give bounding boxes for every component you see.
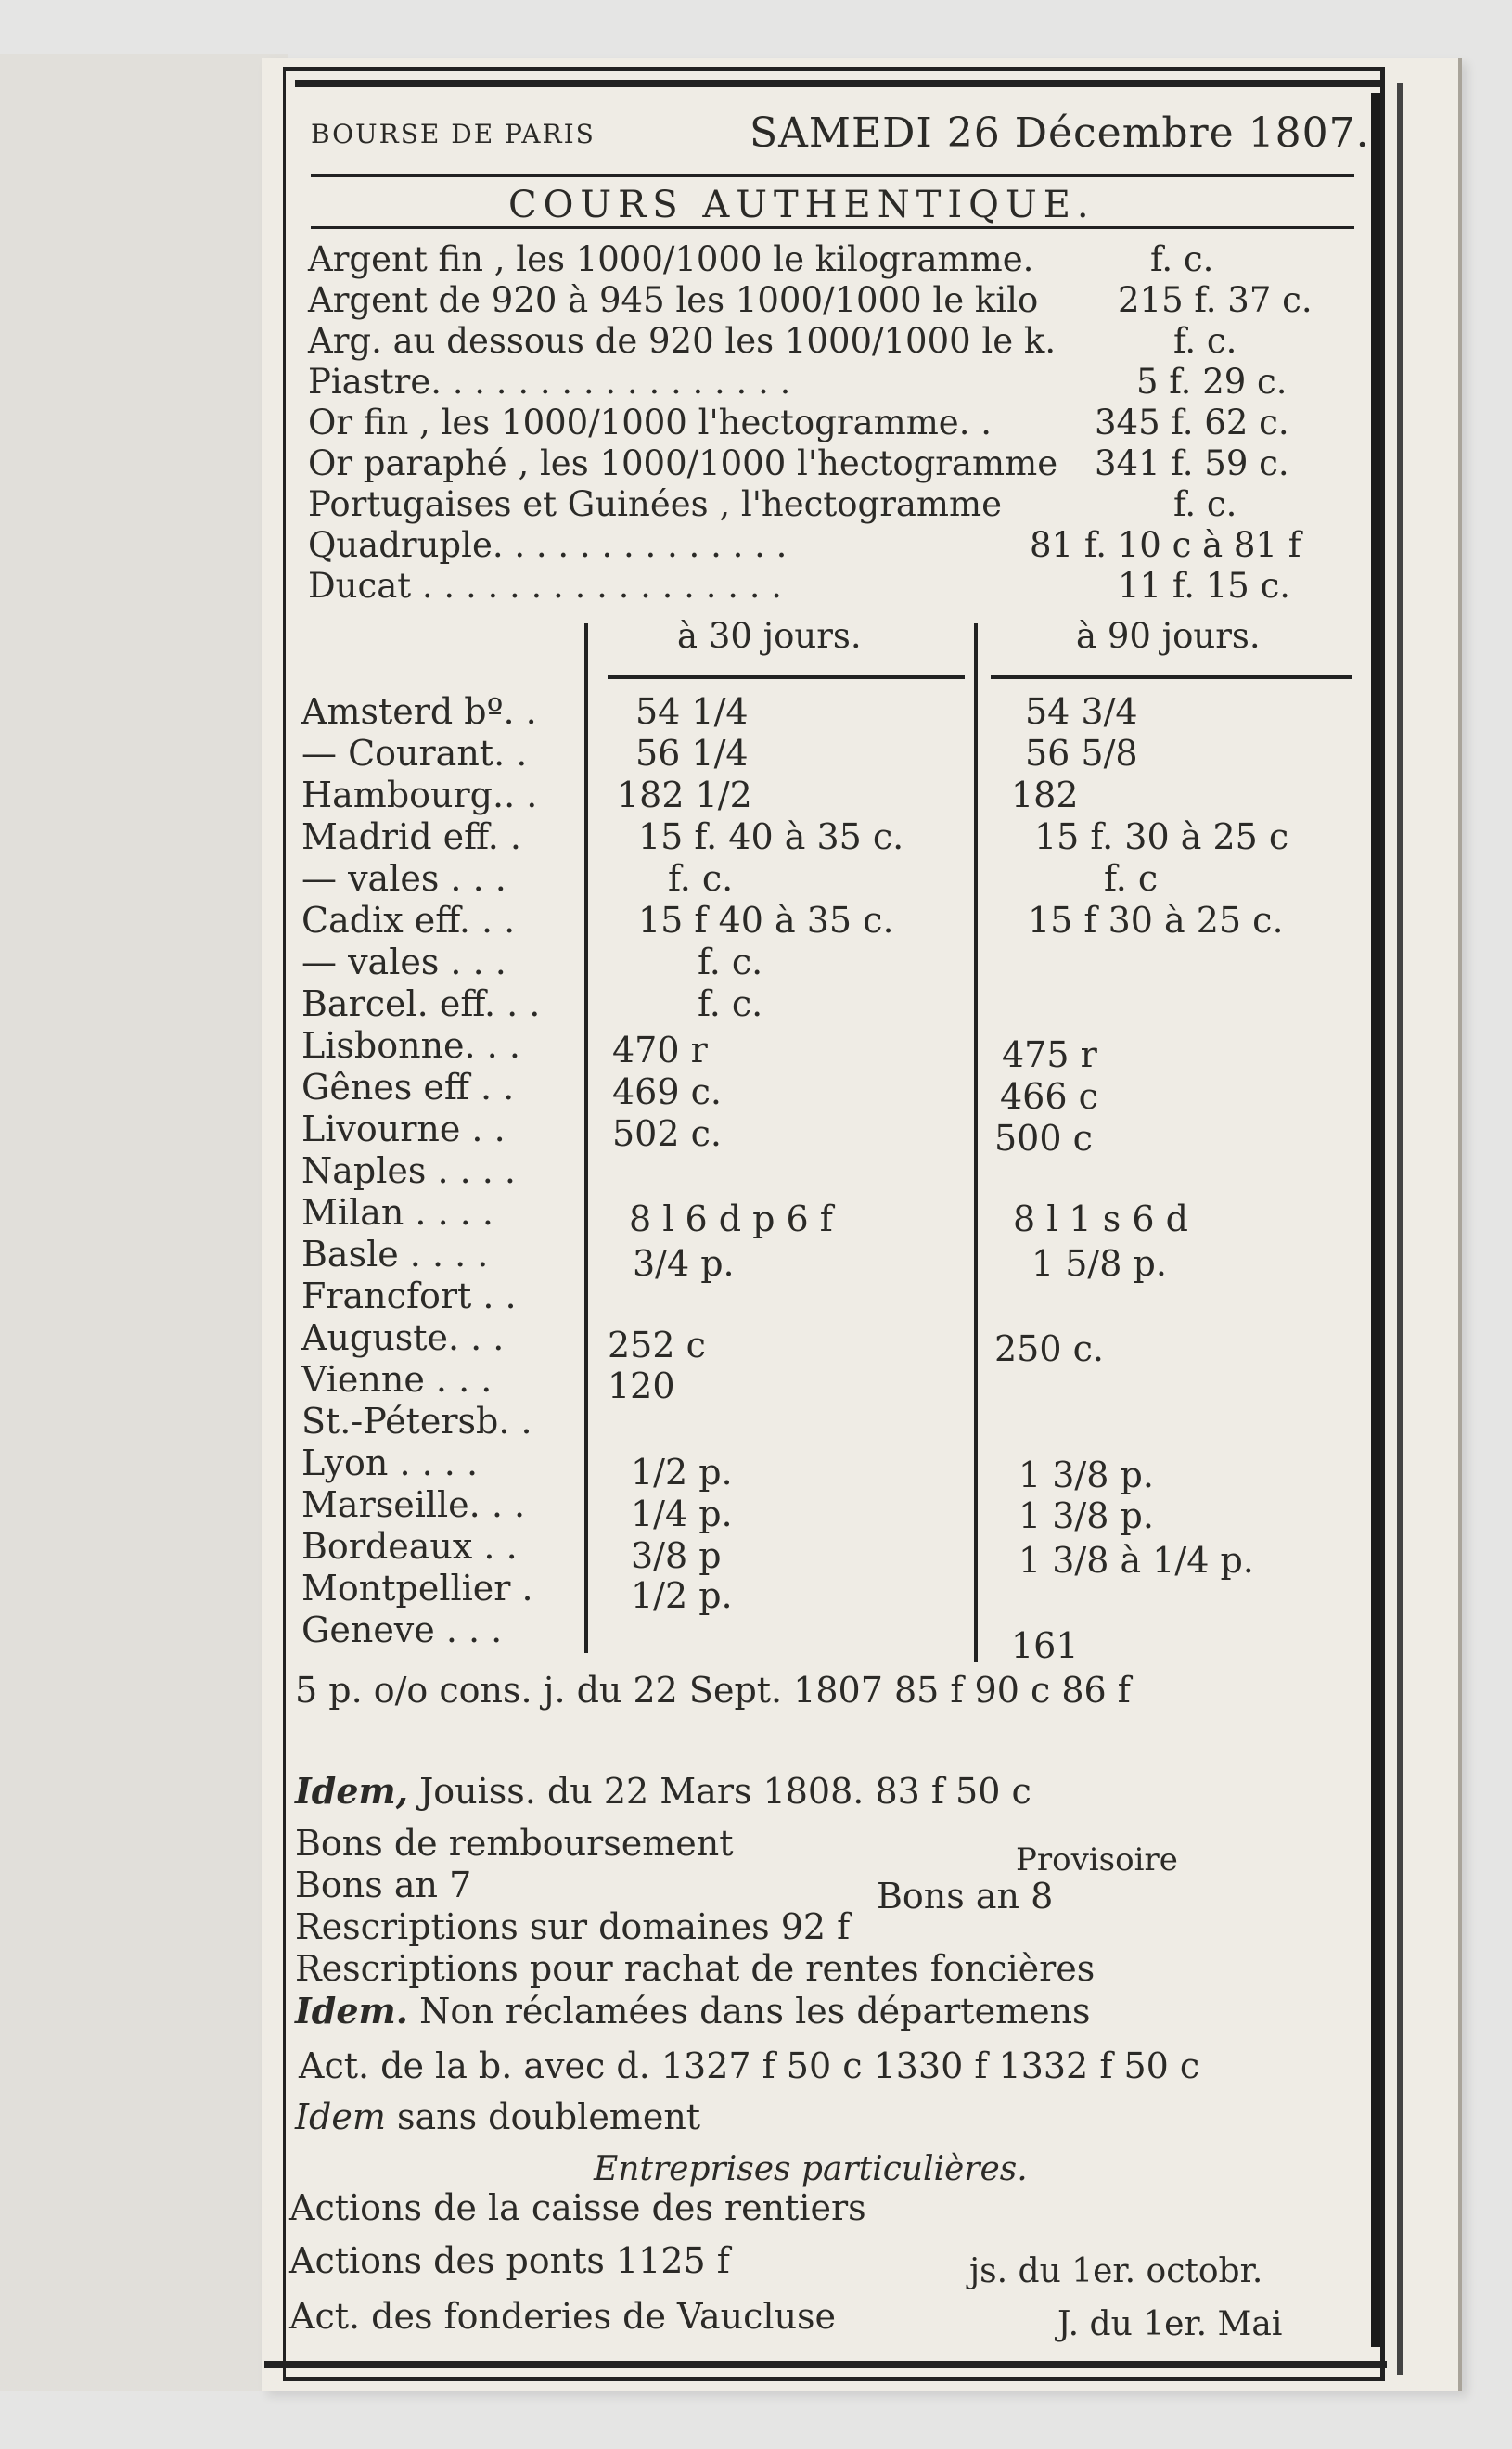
exchange-place: Vienne . . .: [301, 1359, 493, 1400]
metal-label: Ducat . . . . . . . . . . . . . . . . .: [308, 566, 783, 606]
idem-label: Idem.: [295, 1990, 408, 2032]
exchange-place: Gênes eff . .: [301, 1067, 515, 1108]
exchange-30-day: 3/4 p.: [633, 1243, 735, 1284]
exchange-30-day: 252 c: [608, 1325, 706, 1366]
sans-doublement-text: sans doublement: [396, 2096, 701, 2137]
metal-value: 11 f. 15 c.: [1118, 566, 1291, 606]
exchange-place: — vales . . .: [301, 858, 506, 899]
exchange-30-day: 56 1/4: [635, 733, 749, 774]
exchange-30-day: 1/2 p.: [631, 1575, 733, 1616]
bons-remboursement: Bons de remboursement: [295, 1823, 734, 1864]
date-heading: SAMEDI 26 Décembre 1807.: [750, 109, 1370, 157]
exchange-90-day: 475 r: [1002, 1034, 1097, 1075]
actions-banque: Act. de la b. avec d. 1327 f 50 c 1330 f 1332 f 50 c: [299, 2045, 1200, 2086]
exchange-place: Milan . . . .: [301, 1192, 493, 1233]
exchange-place: Montpellier .: [301, 1568, 533, 1609]
exchange-90-day: 182: [1011, 775, 1079, 815]
exchange-30-day: 15 f. 40 à 35 c.: [638, 816, 904, 857]
metal-label: Argent fin , les 1000/1000 le kilogramme.: [308, 239, 1034, 279]
exchange-30-day: 3/8 p: [631, 1535, 722, 1576]
exchange-place: Basle . . . .: [301, 1234, 489, 1275]
exchange-30-day: 1/2 p.: [631, 1452, 733, 1493]
consolidated-rente: 5 p. o/o cons. j. du 22 Sept. 1807 85 f 90 c 86 f: [295, 1670, 1131, 1711]
exchange-place: Auguste. . .: [301, 1317, 505, 1358]
metal-label: Or fin , les 1000/1000 l'hectogramme. .: [308, 403, 992, 442]
metal-value: 215 f. 37 c.: [1118, 280, 1313, 320]
idem-label: Idem,: [295, 1770, 408, 1812]
exchange-90-day: 15 f. 30 à 25 c: [1034, 816, 1289, 857]
exchange-90-day: 56 5/8: [1025, 733, 1138, 774]
exchange-30-day: 182 1/2: [617, 775, 752, 815]
idem-sans-doublement: [295, 2096, 700, 2137]
idem-jouissance-text: Jouiss. du 22 Mars 1808. 83 f 50 c: [419, 1771, 1031, 1812]
exchange-place: Lisbonne. . .: [301, 1025, 520, 1066]
exchange-place: Marseille. . .: [301, 1484, 526, 1525]
metal-value: 5 f. 29 c.: [1136, 362, 1288, 402]
exchange-place: Francfort . .: [301, 1276, 517, 1316]
metal-label: Or paraphé , les 1000/1000 l'hectogramme: [308, 443, 1058, 483]
frame-outer-right-rule: [1397, 83, 1403, 2375]
exchange-90-day: 250 c.: [994, 1328, 1104, 1369]
metal-value: 345 f. 62 c.: [1095, 403, 1289, 442]
exchange-place: Bordeaux . .: [301, 1526, 518, 1567]
ponts-jouissance: js. du 1er. octobr.: [969, 2252, 1263, 2290]
exchange-30-day: 15 f 40 à 35 c.: [638, 900, 894, 941]
exchange-30-day: 1/4 p.: [631, 1494, 733, 1534]
exchange-90-day: 54 3/4: [1025, 691, 1138, 732]
exchange-90-day: 1 3/8 p.: [1019, 1455, 1154, 1495]
provisoire-label: Provisoire: [1016, 1841, 1178, 1878]
exchange-place: Geneve . . .: [301, 1609, 503, 1650]
exchange-place: Cadix eff. . .: [301, 900, 516, 941]
bons-an-7: Bons an 7: [295, 1865, 472, 1905]
exchange-90-day: 1 5/8 p.: [1031, 1243, 1167, 1284]
column-underline-30: [608, 675, 965, 679]
metal-value: 81 f. 10 c à 81 f: [1030, 525, 1301, 565]
actions-fonderies: Act. des fonderies de Vaucluse: [289, 2296, 837, 2337]
column-divider-right: [974, 623, 978, 1662]
exchange-place: — Courant. .: [301, 733, 528, 774]
left-binding-strip: [0, 54, 288, 2391]
bottom-border-rule: [264, 2361, 1387, 2368]
column-heading-90-days: à 90 jours.: [1076, 616, 1261, 656]
idem-label: Idem: [295, 2096, 386, 2137]
exchange-30-day: f. c.: [698, 983, 763, 1024]
exchange-place: Amsterd bº. .: [301, 691, 537, 732]
exchange-90-day: f. c: [1104, 858, 1159, 899]
title-rule: [311, 226, 1354, 229]
bourse-label: BOURSE DE PARIS: [311, 119, 596, 149]
exchange-place: Hambourg.. .: [301, 775, 538, 815]
metal-label: Piastre. . . . . . . . . . . . . . . . .: [308, 362, 791, 402]
metal-value: f. c.: [1173, 321, 1237, 361]
metal-value: f. c.: [1173, 484, 1237, 524]
exchange-place: Naples . . . .: [301, 1150, 517, 1191]
exchange-30-day: 469 c.: [612, 1071, 722, 1112]
exchange-90-day: 161: [1011, 1625, 1079, 1666]
fonderies-jouissance: J. du 1er. Mai: [1057, 2305, 1283, 2343]
non-reclamees-text: Non réclamées dans les départemens: [419, 1991, 1091, 2032]
metal-value: f. c.: [1150, 239, 1214, 279]
metal-label: Arg. au dessous de 920 les 1000/1000 le k.: [308, 321, 1057, 361]
exchange-30-day: 502 c.: [612, 1113, 722, 1154]
top-border-rule: [295, 80, 1385, 87]
exchange-90-day: 500 c: [994, 1118, 1093, 1159]
exchange-place: St.-Pétersb. .: [301, 1401, 532, 1442]
actions-ponts: Actions des ponts 1125 f: [289, 2240, 730, 2281]
metal-label: Portugaises et Guinées , l'hectogramme: [308, 484, 1003, 524]
page-title: COURS AUTHENTIQUE.: [508, 184, 1096, 226]
exchange-place: Barcel. eff. . .: [301, 983, 541, 1024]
exchange-90-day: 466 c: [1000, 1076, 1098, 1117]
exchange-90-day: 15 f 30 à 25 c.: [1028, 900, 1284, 941]
exchange-30-day: f. c.: [698, 942, 763, 982]
entreprises-heading: Entreprises particulières.: [594, 2150, 1028, 2188]
idem-jouissance: [295, 1770, 1031, 1812]
metal-label: Quadruple. . . . . . . . . . . . . .: [308, 525, 788, 565]
metal-label: Argent de 920 à 945 les 1000/1000 le kilo: [308, 280, 1039, 320]
exchange-30-day: 54 1/4: [635, 691, 749, 732]
bons-an-8: Bons an 8: [877, 1876, 1054, 1917]
exchange-30-day: 120: [608, 1366, 675, 1406]
header-rule: [311, 174, 1354, 177]
exchange-30-day: 8 l 6 d p 6 f: [629, 1199, 833, 1239]
exchange-place: Madrid eff. .: [301, 816, 521, 857]
exchange-90-day: 1 3/8 à 1/4 p.: [1019, 1540, 1254, 1581]
exchange-30-day: f. c.: [668, 858, 734, 899]
exchange-place: — vales . . .: [301, 942, 506, 982]
rescriptions-rachat: Rescriptions pour rachat de rentes foncières: [295, 1948, 1096, 1989]
exchange-place: Livourne . .: [301, 1109, 506, 1149]
exchange-place: Lyon . . . .: [301, 1442, 479, 1483]
exchange-90-day: 8 l 1 s 6 d: [1013, 1199, 1188, 1239]
rescriptions-domaines: Rescriptions sur domaines 92 f: [295, 1906, 851, 1947]
actions-caisse-rentiers: Actions de la caisse des rentiers: [289, 2187, 866, 2228]
frame-thick-right-rule: [1371, 93, 1380, 2347]
column-underline-90: [991, 675, 1352, 679]
metal-value: 341 f. 59 c.: [1095, 443, 1289, 483]
exchange-30-day: 470 r: [612, 1030, 708, 1071]
idem-non-reclamees: [295, 1990, 1091, 2032]
exchange-90-day: 1 3/8 p.: [1019, 1495, 1154, 1536]
column-heading-30-days: à 30 jours.: [677, 616, 862, 656]
column-divider-left: [584, 623, 588, 1653]
